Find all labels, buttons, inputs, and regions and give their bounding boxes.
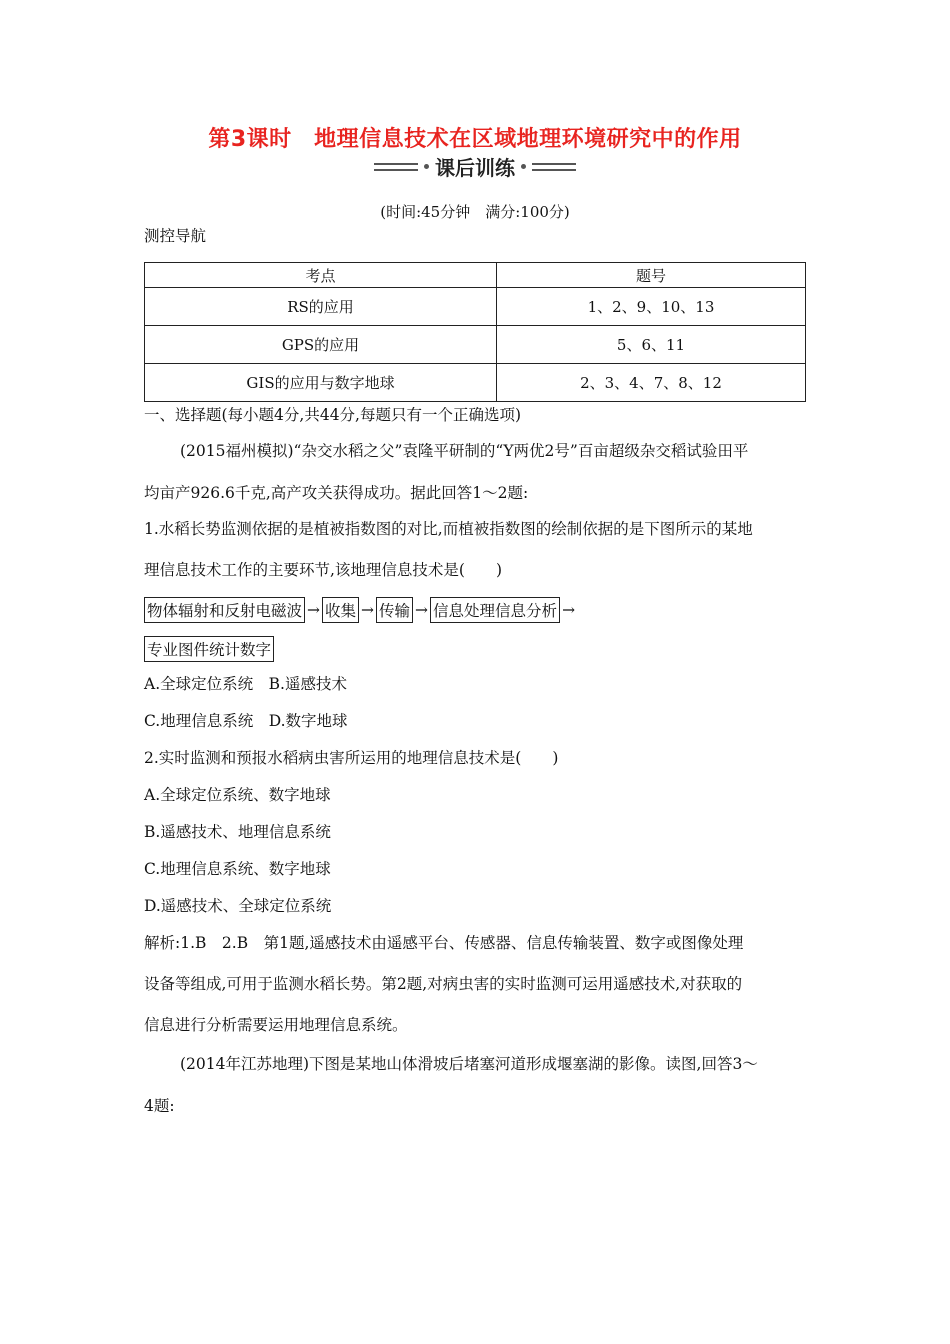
- question-intro: 4题:: [144, 1097, 175, 1115]
- arrow-right-icon: →: [307, 601, 321, 619]
- question-1-options: C.地理信息系统 D.数字地球: [144, 712, 348, 730]
- question-1-options: A.全球定位系统 B.遥感技术: [144, 675, 347, 693]
- table-cell: GPS的应用: [145, 326, 497, 364]
- table-cell: 2、3、4、7、8、12: [497, 364, 806, 402]
- question-intro: 均亩产926.6千克,高产攻关获得成功。据此回答1～2题:: [144, 484, 529, 502]
- time-score-info: (时间:45分钟 满分:100分): [380, 203, 570, 221]
- decorative-lines-right: [532, 163, 576, 171]
- question-2: 2.实时监测和预报水稻病虫害所运用的地理信息技术是( ): [144, 749, 559, 767]
- section-subtitle: 课后训练: [435, 156, 515, 180]
- question-2-option: B.遥感技术、地理信息系统: [144, 823, 331, 841]
- nav-table: [144, 262, 806, 402]
- table-header-row: [145, 263, 806, 288]
- flow-step: 收集: [322, 597, 359, 623]
- answer-explanation: 设备等组成,可用于监测水稻长势。第2题,对病虫害的实时监测可运用遥感技术,对获取的: [144, 975, 743, 993]
- question-2-option: C.地理信息系统、数字地球: [144, 860, 331, 878]
- process-flow: [144, 597, 577, 623]
- table-header-cell: 考点: [145, 263, 497, 288]
- question-1: 1.水稻长势监测依据的是植被指数图的对比,而植被指数图的绘制依据的是下图所示的某地: [144, 520, 753, 538]
- table-cell: GIS的应用与数字地球: [145, 364, 497, 402]
- question-intro: (2014年江苏地理)下图是某地山体滑坡后堵塞河道形成堰塞湖的影像。读图,回答3～: [180, 1055, 758, 1073]
- decorative-lines-left: [374, 163, 418, 171]
- table-row: [145, 326, 806, 364]
- question-intro: (2015福州模拟)“杂交水稻之父”袁隆平研制的“Y两优2号”百亩超级杂交稻试验田平: [180, 442, 749, 460]
- table-cell: 5、6、11: [497, 326, 806, 364]
- flow-step: 传输: [376, 597, 413, 623]
- table-row: [145, 288, 806, 326]
- answer-explanation: 信息进行分析需要运用地理信息系统。: [144, 1016, 408, 1034]
- flow-step: 专业图件统计数字: [144, 636, 274, 662]
- table-cell: 1、2、9、10、13: [497, 288, 806, 326]
- question-1: 理信息技术工作的主要环节,该地理信息技术是( ): [144, 561, 503, 579]
- subtitle-banner: [0, 152, 950, 181]
- flow-step: 物体辐射和反射电磁波: [144, 597, 305, 623]
- table-cell: RS的应用: [145, 288, 497, 326]
- decorative-dot-right: [521, 164, 526, 169]
- arrow-right-icon: →: [415, 601, 429, 619]
- nav-heading: 测控导航: [144, 227, 207, 245]
- arrow-right-icon: →: [562, 601, 576, 619]
- table-row: [145, 364, 806, 402]
- question-2-option: A.全球定位系统、数字地球: [144, 786, 331, 804]
- flow-step: 信息处理信息分析: [430, 597, 560, 623]
- question-2-option: D.遥感技术、全球定位系统: [144, 897, 332, 915]
- section-heading: 一、选择题(每小题4分,共44分,每题只有一个正确选项): [144, 406, 522, 424]
- arrow-right-icon: →: [361, 601, 375, 619]
- page-title: 第3课时 地理信息技术在区域地理环境研究中的作用: [208, 127, 742, 152]
- decorative-dot-left: [424, 164, 429, 169]
- answer-explanation: 解析:1.B 2.B 第1题,遥感技术由遥感平台、传感器、信息传输装置、数字或图像处理: [144, 934, 744, 952]
- table-header-cell: 题号: [497, 263, 806, 288]
